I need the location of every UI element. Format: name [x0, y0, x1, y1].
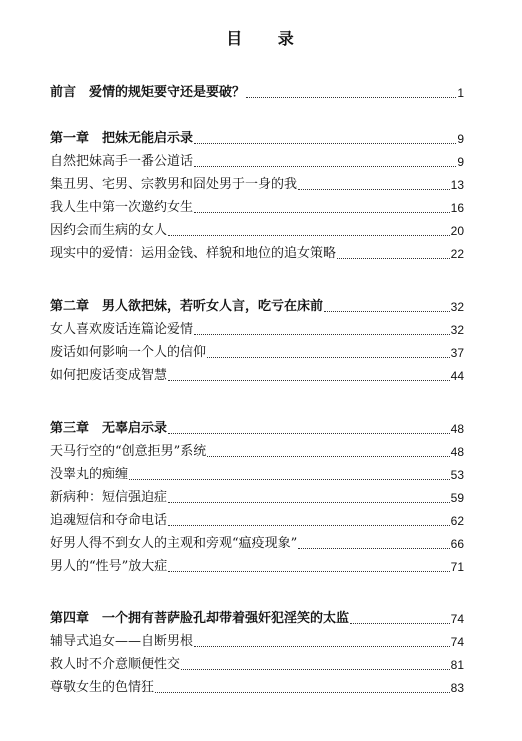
toc-entry[interactable]: [50, 489, 464, 507]
toc-entry-title: 男人的“性号”放大症: [50, 559, 168, 574]
toc-entry-title: 因约会而生病的女人: [50, 223, 168, 238]
toc-entry[interactable]: [50, 321, 464, 339]
toc-page-number: 44: [450, 369, 464, 383]
toc-entry[interactable]: [50, 679, 464, 697]
toc-entry-title: 现实中的爱情：运用金钱、样貌和地位的追女策略: [50, 246, 337, 261]
toc-page-number: 16: [450, 201, 464, 215]
toc-page-number: 81: [450, 658, 464, 672]
toc-entry-title: 集丑男、宅男、宗教男和囧处男于一身的我: [50, 177, 298, 192]
toc-chapter-entry[interactable]: [50, 130, 464, 148]
toc-entry[interactable]: [50, 466, 464, 484]
toc-page-number: 1: [457, 86, 464, 100]
toc-dot-leader: [129, 478, 450, 480]
toc-entry-title: 好男人得不到女人的主观和旁观“瘟疫现象”: [50, 536, 298, 551]
toc-dot-leader: [207, 356, 450, 358]
toc-entry[interactable]: [50, 558, 464, 576]
toc-page-number: 48: [450, 422, 464, 436]
toc-dot-leader: [168, 524, 450, 526]
toc-entry[interactable]: [50, 176, 464, 194]
toc-page-number: 53: [450, 468, 464, 482]
toc-entry[interactable]: [50, 344, 464, 362]
toc-page-number: 9: [457, 132, 464, 146]
toc-dot-leader: [298, 547, 449, 549]
toc-page-number: 32: [450, 300, 464, 314]
toc-entry-title: 如何把废话变成智慧: [50, 368, 168, 383]
toc-dot-leader: [194, 165, 456, 167]
toc-dot-leader: [194, 333, 450, 335]
toc-page-number: 32: [450, 323, 464, 337]
toc-dot-leader: [168, 234, 450, 236]
toc-entry[interactable]: [50, 245, 464, 263]
toc-entry[interactable]: [50, 512, 464, 530]
toc-entry-title: 自然把妹高手一番公道话: [50, 154, 194, 169]
toc-entry-title: 追魂短信和夺命电话: [50, 513, 168, 528]
toc-page-number: 59: [450, 491, 464, 505]
toc-dot-leader: [246, 96, 456, 98]
toc-dot-leader: [298, 188, 450, 190]
toc-entry-title: 天马行空的“创意拒男”系统: [50, 444, 207, 459]
toc-page-number: 48: [450, 445, 464, 459]
toc-dot-leader: [337, 257, 450, 259]
toc-entry-title: 我人生中第一次邀约女生: [50, 200, 194, 215]
toc-page-number: 22: [450, 247, 464, 261]
toc-entry[interactable]: [50, 153, 464, 171]
toc-entry-title: 第三章 无辜启示录: [50, 421, 168, 436]
toc-entry[interactable]: [50, 443, 464, 461]
toc-entry-title: 废话如何影响一个人的信仰: [50, 345, 207, 360]
toc-dot-leader: [168, 570, 449, 572]
toc-dot-leader: [194, 142, 456, 144]
toc-dot-leader: [194, 211, 450, 213]
toc-entry-title: 第二章 男人欲把妹，若听女人言，吃亏在床前: [50, 299, 324, 314]
toc-chapter-entry[interactable]: [50, 298, 464, 316]
toc-page-number: 37: [450, 346, 464, 360]
toc-entry-title: 救人时不介意顺便性交: [50, 657, 181, 672]
toc-page-number: 74: [450, 635, 464, 649]
toc-entry-title: 辅导式追女——自断男根: [50, 634, 194, 649]
toc-dot-leader: [194, 645, 450, 647]
toc-dot-leader: [207, 455, 449, 457]
toc-entry[interactable]: [50, 633, 464, 651]
toc-dot-leader: [168, 501, 450, 503]
toc-page-number: 74: [450, 612, 464, 626]
toc-chapter-entry[interactable]: [50, 84, 464, 102]
toc-chapter-entry[interactable]: [50, 610, 464, 628]
page-title: 目 录: [226, 29, 296, 48]
toc-entry[interactable]: [50, 222, 464, 240]
toc-dot-leader: [350, 622, 450, 624]
toc-dot-leader: [168, 432, 450, 434]
toc-entry-title: 第四章 一个拥有菩萨脸孔却带着强奸犯淫笑的太监: [50, 611, 350, 626]
toc-entry-title: 第一章 把妹无能启示录: [50, 131, 194, 146]
toc-page-number: 62: [450, 514, 464, 528]
toc-entry[interactable]: [50, 535, 464, 553]
toc-page-number: 13: [450, 178, 464, 192]
toc-page-number: 83: [450, 681, 464, 695]
toc-page-number: 20: [450, 224, 464, 238]
toc-entry-title: 尊敬女生的色情狂: [50, 680, 155, 695]
toc-dot-leader: [155, 691, 450, 693]
toc-page-number: 71: [450, 560, 464, 574]
toc-entry[interactable]: [50, 656, 464, 674]
toc-entry[interactable]: [50, 367, 464, 385]
toc-entry-title: 女人喜欢废话连篇论爱情: [50, 322, 194, 337]
toc-entry-title: 新病种：短信强迫症: [50, 490, 168, 505]
toc-page-number: 9: [457, 155, 464, 169]
toc-entry[interactable]: [50, 199, 464, 217]
toc-entry-title: 前言 爱情的规矩要守还是要破？: [50, 85, 246, 100]
toc-entry-title: 没睾丸的痴缠: [50, 467, 129, 482]
toc-chapter-entry[interactable]: [50, 420, 464, 438]
toc-dot-leader: [181, 668, 450, 670]
toc-dot-leader: [168, 379, 450, 381]
toc-dot-leader: [324, 310, 450, 312]
toc-page-number: 66: [450, 537, 464, 551]
